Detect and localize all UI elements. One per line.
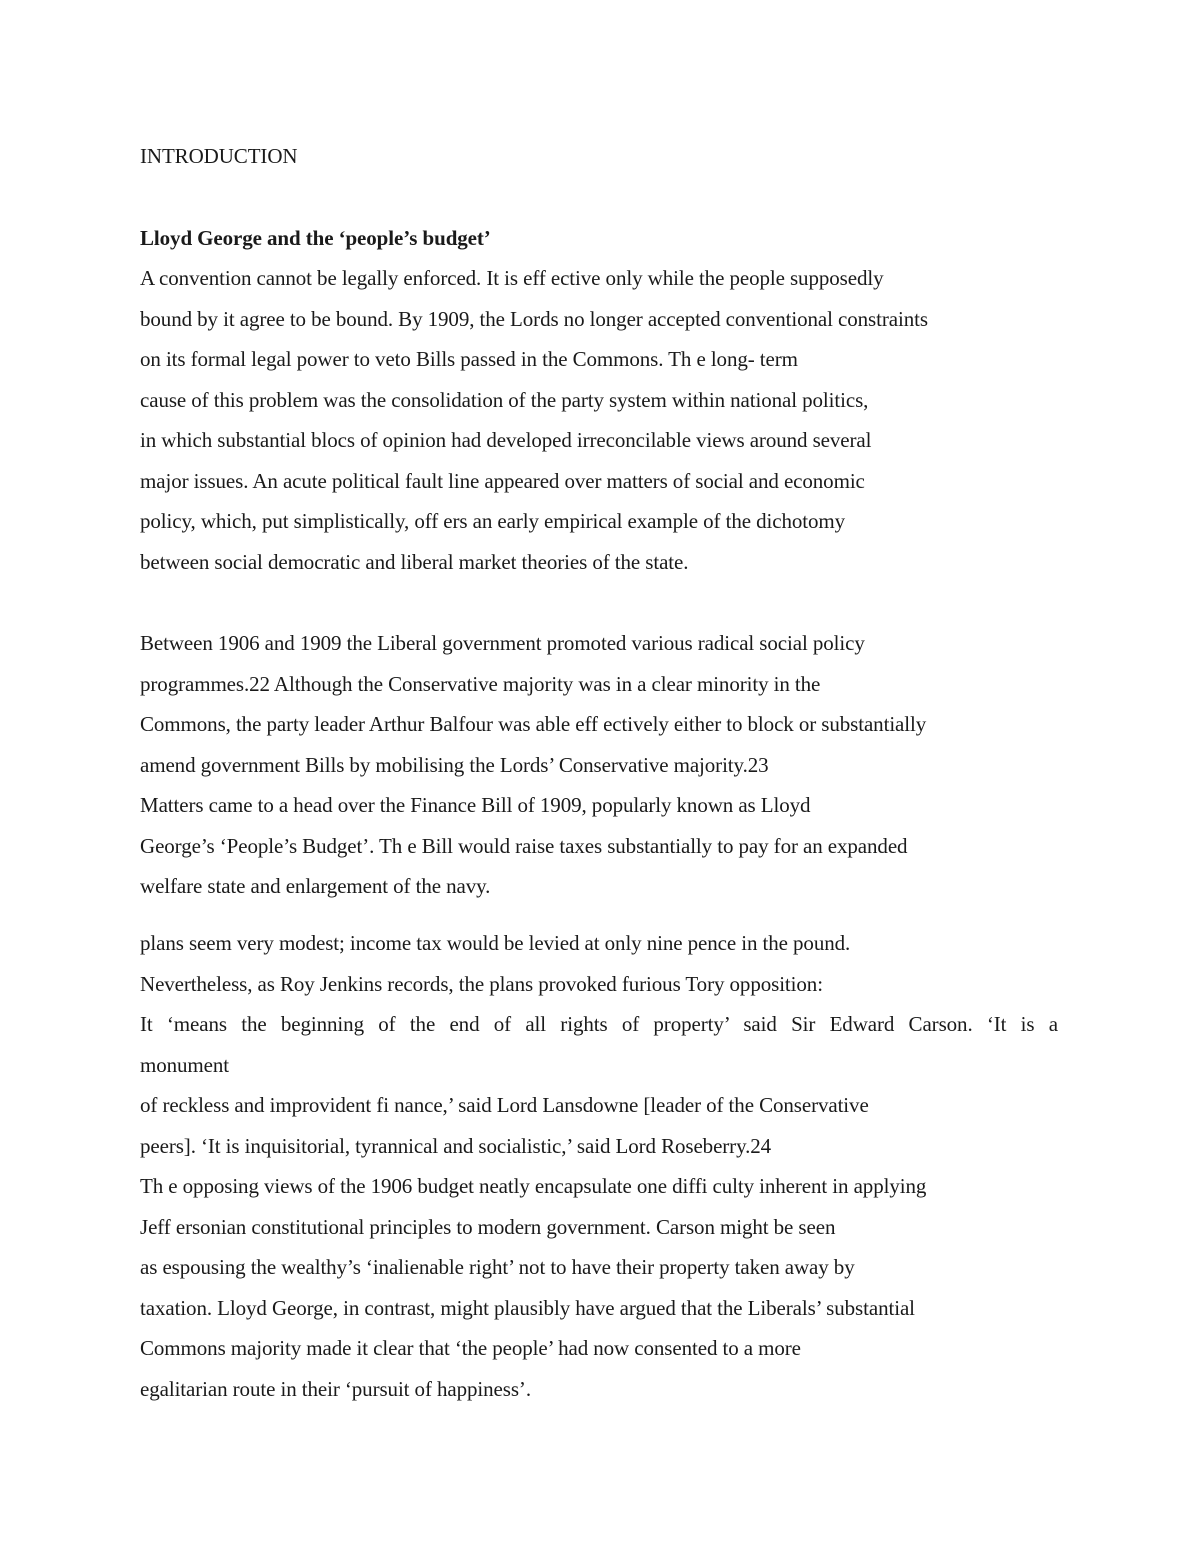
paragraph-line: plans seem very modest; income tax would be levied at only nine pence in the pound.	[140, 931, 851, 955]
quotation-line: of reckless and improvident fi nance,’ said Lord Lansdowne [leader of the Conservative	[140, 1093, 869, 1117]
paragraph-line: egalitarian route in their ‘pursuit of happiness’.	[140, 1377, 531, 1401]
quotation-line: It ‘means the beginning of the end of all rights of property’ said Sir Edward Carson. ‘It is a	[140, 1012, 1058, 1036]
page-heading: INTRODUCTION	[140, 144, 298, 168]
section-title: Lloyd George and the ‘people’s budget’	[140, 226, 491, 250]
paragraph-line: Jeff ersonian constitutional principles to modern government. Carson might be seen	[140, 1215, 836, 1239]
quotation-line: monument	[140, 1053, 230, 1077]
paragraph-line: Th e opposing views of the 1906 budget neatly encapsulate one diffi culty inherent in applying	[140, 1174, 927, 1198]
paragraph-line: welfare state and enlargement of the navy.	[140, 874, 491, 898]
paragraph-line: bound by it agree to be bound. By 1909, the Lords no longer accepted conventional constraints	[140, 307, 928, 331]
paragraph-line: on its formal legal power to veto Bills passed in the Commons. Th e long- term	[140, 347, 798, 371]
paragraph-line: George’s ‘People’s Budget’. Th e Bill would raise taxes substantially to pay for an expanded	[140, 834, 908, 858]
paragraph-line: as espousing the wealthy’s ‘inalienable right’ not to have their property taken away by	[140, 1255, 855, 1279]
paragraph-line: A convention cannot be legally enforced. It is eff ective only while the people supposedly	[140, 266, 884, 290]
paragraph-line: between social democratic and liberal market theories of the state.	[140, 550, 689, 574]
paragraph-line: cause of this problem was the consolidation of the party system within national politics,	[140, 388, 869, 412]
paragraph-line: policy, which, put simplistically, off ers an early empirical example of the dichotomy	[140, 509, 846, 533]
paragraph-line: Commons, the party leader Arthur Balfour was able eff ectively either to block or substantially	[140, 712, 927, 736]
paragraph-line: Between 1906 and 1909 the Liberal government promoted various radical social policy	[140, 631, 865, 655]
paragraph-line: Commons majority made it clear that ‘the people’ had now consented to a more	[140, 1336, 801, 1360]
paragraph-line: programmes.22 Although the Conservative majority was in a clear minority in the	[140, 672, 821, 696]
paragraph-line: Matters came to a head over the Finance Bill of 1909, popularly known as Lloyd	[140, 793, 811, 817]
paragraph-line: amend government Bills by mobilising the Lords’ Conservative majority.23	[140, 753, 769, 777]
paragraph-line: Nevertheless, as Roy Jenkins records, the plans provoked furious Tory opposition:	[140, 972, 823, 996]
paragraph-line: major issues. An acute political fault line appeared over matters of social and economic	[140, 469, 865, 493]
paragraph-line: in which substantial blocs of opinion had developed irreconcilable views around several	[140, 428, 872, 452]
quotation-line: peers]. ‘It is inquisitorial, tyrannical and socialistic,’ said Lord Roseberry.24	[140, 1134, 772, 1158]
paragraph-line: taxation. Lloyd George, in contrast, might plausibly have argued that the Liberals’ substantial	[140, 1296, 915, 1320]
